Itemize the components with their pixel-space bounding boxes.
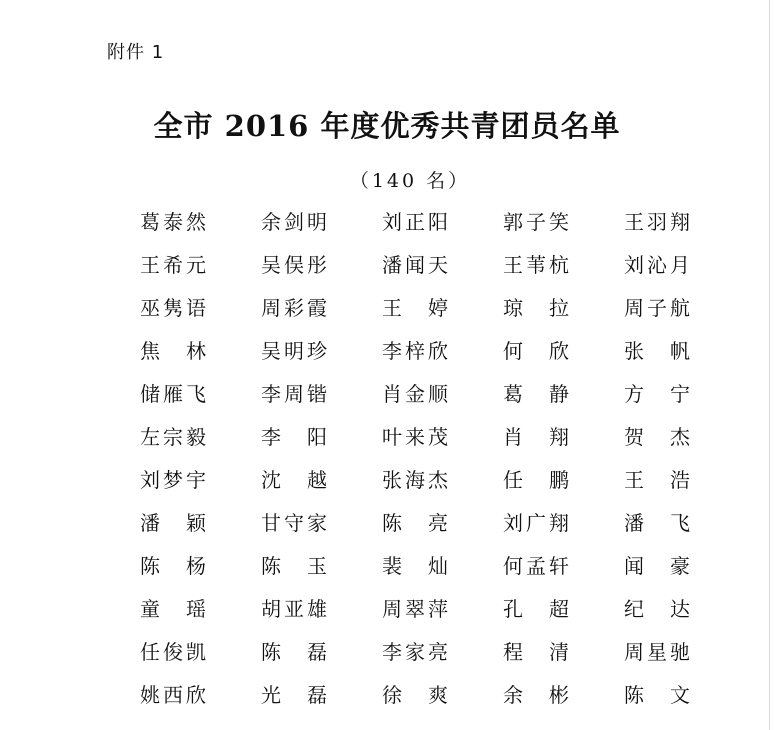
name-item: 胡亚雄 bbox=[261, 597, 327, 621]
name-item: 葛 静 bbox=[503, 382, 569, 406]
name-item: 徐 爽 bbox=[382, 683, 448, 707]
name-item: 巫隽语 bbox=[140, 296, 206, 320]
name-row bbox=[140, 463, 740, 497]
name-item: 叶来茂 bbox=[382, 425, 448, 449]
name-item: 李周锴 bbox=[261, 382, 327, 406]
name-item: 姚西欣 bbox=[140, 683, 206, 707]
name-row bbox=[140, 420, 740, 454]
name-row bbox=[140, 334, 740, 368]
name-item: 葛泰然 bbox=[140, 210, 206, 234]
name-row bbox=[140, 549, 740, 583]
page-title: 全市 2016 年度优秀共青团员名单 bbox=[153, 109, 621, 143]
name-item: 琼 拉 bbox=[503, 296, 569, 320]
name-row bbox=[140, 291, 740, 325]
name-item: 王 浩 bbox=[624, 468, 690, 492]
name-item: 陈 杨 bbox=[140, 554, 206, 578]
name-item: 王羽翔 bbox=[624, 210, 690, 234]
name-item: 闻 豪 bbox=[624, 554, 690, 578]
name-item: 潘 颖 bbox=[140, 511, 206, 535]
name-item: 王希元 bbox=[140, 253, 206, 277]
name-item: 童 瑶 bbox=[140, 597, 206, 621]
name-item: 储雁飞 bbox=[140, 382, 206, 406]
name-item: 肖金顺 bbox=[382, 382, 448, 406]
name-item: 周彩霞 bbox=[261, 296, 327, 320]
name-item: 吴明珍 bbox=[261, 339, 327, 363]
name-item: 刘广翔 bbox=[503, 511, 569, 535]
name-item: 刘沁月 bbox=[624, 253, 690, 277]
name-item: 任俊凯 bbox=[140, 640, 206, 664]
name-item: 周翠萍 bbox=[382, 597, 448, 621]
name-row bbox=[140, 205, 740, 239]
name-item: 周子航 bbox=[624, 296, 690, 320]
name-item: 郭子笑 bbox=[503, 210, 569, 234]
name-item: 肖 翔 bbox=[503, 425, 569, 449]
name-item: 周星驰 bbox=[624, 640, 690, 664]
name-item: 张海杰 bbox=[382, 468, 448, 492]
name-item: 光 磊 bbox=[261, 683, 327, 707]
name-item: 张 帆 bbox=[624, 339, 690, 363]
name-row bbox=[140, 678, 740, 712]
name-item: 刘梦宇 bbox=[140, 468, 206, 492]
name-item: 陈 玉 bbox=[261, 554, 327, 578]
name-row bbox=[140, 248, 740, 282]
name-row bbox=[140, 592, 740, 626]
name-item: 纪 达 bbox=[624, 597, 690, 621]
name-item: 方 宁 bbox=[624, 382, 690, 406]
name-item: 余 彬 bbox=[503, 683, 569, 707]
attachment-label: 附件 1 bbox=[107, 42, 165, 63]
name-item: 王苇杭 bbox=[503, 253, 569, 277]
name-item: 潘闻天 bbox=[382, 253, 448, 277]
name-item: 王 婷 bbox=[382, 296, 448, 320]
name-item: 程 清 bbox=[503, 640, 569, 664]
name-item: 余剑明 bbox=[261, 210, 327, 234]
name-item: 刘正阳 bbox=[382, 210, 448, 234]
name-count: （140 名） bbox=[349, 170, 471, 192]
name-row bbox=[140, 377, 740, 411]
name-row bbox=[140, 506, 740, 540]
name-item: 任 鹏 bbox=[503, 468, 569, 492]
name-item: 李 阳 bbox=[261, 425, 327, 449]
name-item: 李家亮 bbox=[382, 640, 448, 664]
name-item: 左宗毅 bbox=[140, 425, 206, 449]
name-item: 潘 飞 bbox=[624, 511, 690, 535]
name-item: 何孟轩 bbox=[503, 554, 569, 578]
name-item: 沈 越 bbox=[261, 468, 327, 492]
name-item: 甘守家 bbox=[261, 511, 327, 535]
name-item: 贺 杰 bbox=[624, 425, 690, 449]
name-item: 陈 亮 bbox=[382, 511, 448, 535]
name-item: 陈 文 bbox=[624, 683, 690, 707]
name-item: 何 欣 bbox=[503, 339, 569, 363]
name-item: 孔 超 bbox=[503, 597, 569, 621]
name-item: 焦 林 bbox=[140, 339, 206, 363]
name-item: 李梓欣 bbox=[382, 339, 448, 363]
name-item: 裴 灿 bbox=[382, 554, 448, 578]
name-item: 吴俣彤 bbox=[261, 253, 327, 277]
name-row bbox=[140, 635, 740, 669]
name-item: 陈 磊 bbox=[261, 640, 327, 664]
